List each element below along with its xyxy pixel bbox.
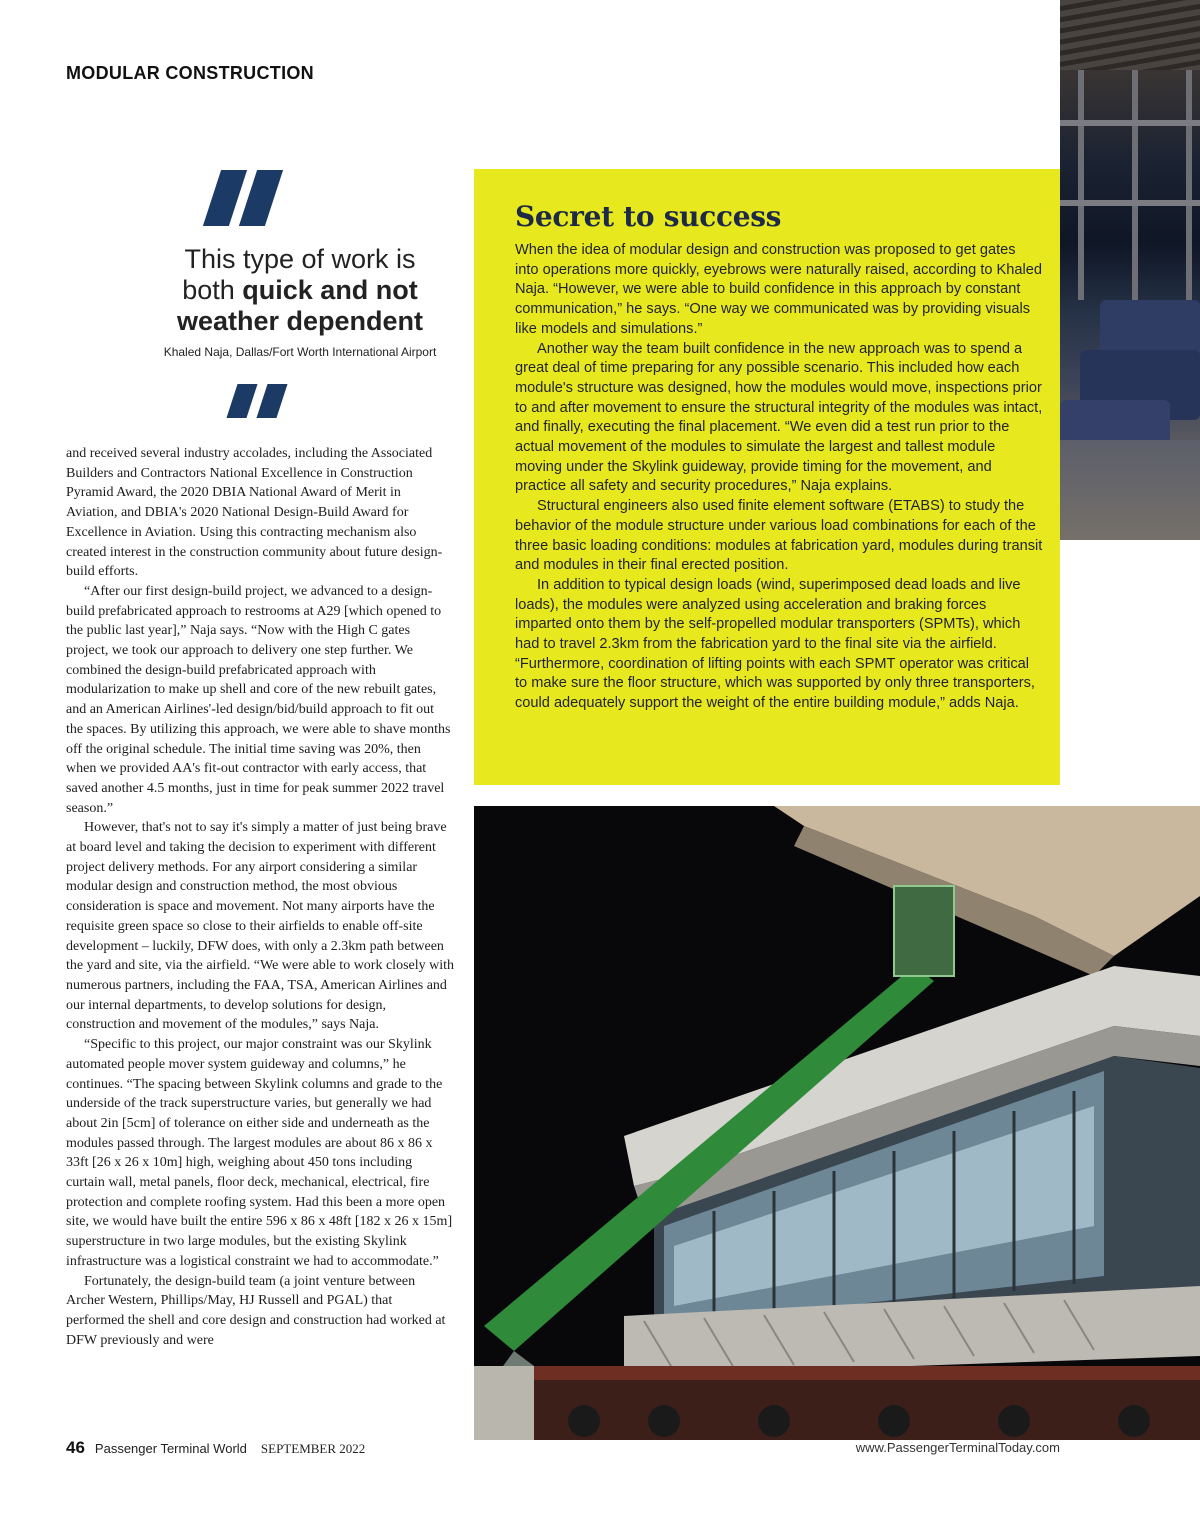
- sidebar-paragraph: Another way the team built confidence in the new approach was to spend a great deal of time preparing for any possible scenario. This included how each module's structure was designed, how the modules would move, inspections prior to and after movement to ensure the structural integrity of the modules was intact, and finally, executing the final placement. “We even did a test run prior to the actual movement of the modules to simulate the largest and tallest module moving under the Skylink guideway, provide timing for the movement, and practice all safety and security procedures,” Naja explains.: [515, 340, 1043, 495]
- close-quote-icon: [232, 384, 282, 418]
- sidebar-paragraph: When the idea of modular design and construction was proposed to get gates into operations more quickly, eyebrows were naturally raised, according to Khaled Naja. “However, we were able to build confidence in this approach by constant communication,” he says. “One way we communicated was by providing visuals like models and simulations.”: [515, 242, 1042, 337]
- body-paragraph: and received several industry accolades, including the Associated Builders and Contractors National Excellence in Construction Pyramid Award, the 2020 DBIA National Award of Merit in Aviation, and DBIA's 2020 National Design-Build Award for Excellence in Aviation. Using this contracting mechanism also created interest in the construction community about future design-build efforts.: [66, 446, 443, 580]
- terminal-module-night-photo: [474, 806, 1200, 1440]
- section-label: MODULAR CONSTRUCTION: [66, 63, 314, 83]
- gate-seating-photo: [1060, 0, 1200, 540]
- article-body: [66, 444, 454, 1350]
- pull-quote-line2-bold: quick and not: [242, 275, 418, 305]
- open-quote-icon: [212, 170, 274, 226]
- pull-quote-line1: This type of work is: [184, 244, 416, 274]
- sidebar-title: Secret to success: [515, 200, 782, 233]
- issue-date: SEPTEMBER 2022: [260, 1441, 366, 1456]
- publication-name: Passenger Terminal World: [94, 1441, 247, 1456]
- pull-quote-line2-light: both: [182, 275, 243, 305]
- pull-quote-line3: weather dependent: [176, 306, 424, 336]
- website-url: www.PassengerTerminalToday.com: [855, 1440, 1060, 1455]
- sidebar-body: [515, 241, 1043, 714]
- footer-left: [66, 1438, 365, 1458]
- body-paragraph: Fortunately, the design-build team (a joint venture between Archer Western, Phillips/May, HJ Russell and PGAL) that performed the shell and core design and construction had worked at DFW previously and were: [66, 1273, 446, 1348]
- sidebar-paragraph: Structural engineers also used finite element software (ETABS) to study the behavior of the module structure under various load combinations for each of the three basic loading conditions: modules at fabrication yard, modules during transit and modules in their final erected position.: [515, 498, 1043, 574]
- body-paragraph: “After our first design-build project, we advanced to a design-build prefabricated approach to restrooms at A29 [which opened to the public last year],” Naja says. “Now with the High C gates project, we took our approach to delivery one step further. We combined the design-build prefabricated approach with modularization to make up shell and core of the new rebuilt gates, and an American Airlines'-led design/bid/build approach to fit out the spaces. By utilizing this approach, we were able to shave months off the original schedule. The initial time saving was 20%, then when we provided AA's fit-out contractor with early access, that saved another 4.5 months, just in time for peak summer 2022 travel season.”: [66, 583, 451, 816]
- body-paragraph: “Specific to this project, our major constraint was our Skylink automated people mover system guideway and columns,” he continues. “The spacing between Skylink columns and grade to the underside of the track superstructure varies, but generally we had about 2in [5cm] of tolerance on either side and underneath as the modules passed through. The largest modules are about 86 x 86 x 33ft [26 x 26 x 10m] high, weighing about 450 tons including curtain wall, metal panels, floor deck, mechanical, electrical, fire protection and complete roofing system. Had this been a more open site, we would have built the entire 596 x 86 x 48ft [182 x 26 x 15m] superstructure in two large modules, but the existing Skylink infrastructure was a logistical constraint we had to accommodate.”: [66, 1037, 453, 1269]
- sidebar-paragraph: In addition to typical design loads (wind, superimposed dead loads and live loads), the modules were analyzed using acceleration and braking forces imparted onto them by the self-propelled modular transporters (SPMTs), which had to travel 2.3km from the fabrication yard to the final site via the airfield. “Furthermore, coordination of lifting points with each SPMT operator was critical to make sure the floor structure, which was supported by only three transporters, could adequately support the weight of the entire building module,” adds Naja.: [515, 576, 1035, 712]
- body-paragraph: However, that's not to say it's simply a matter of just being brave at board level and taking the decision to experiment with different project delivery methods. For any airport considering a similar modular design and construction method, the most obvious consideration is space and movement. Not many airports have the requisite green space so close to their airfields to enable off-site development – luckily, DFW does, with only a 2.3km path between the yard and site, via the airfield. “We were able to work closely with numerous partners, including the FAA, TSA, American Airlines and our internal departments, to develop solutions for design, construction and movement of the modules,” says Naja.: [66, 820, 455, 1033]
- pull-quote-attribution: Khaled Naja, Dallas/Fort Worth International Airport: [163, 345, 437, 359]
- page-number: 46: [66, 1438, 85, 1457]
- pull-quote: [90, 244, 510, 337]
